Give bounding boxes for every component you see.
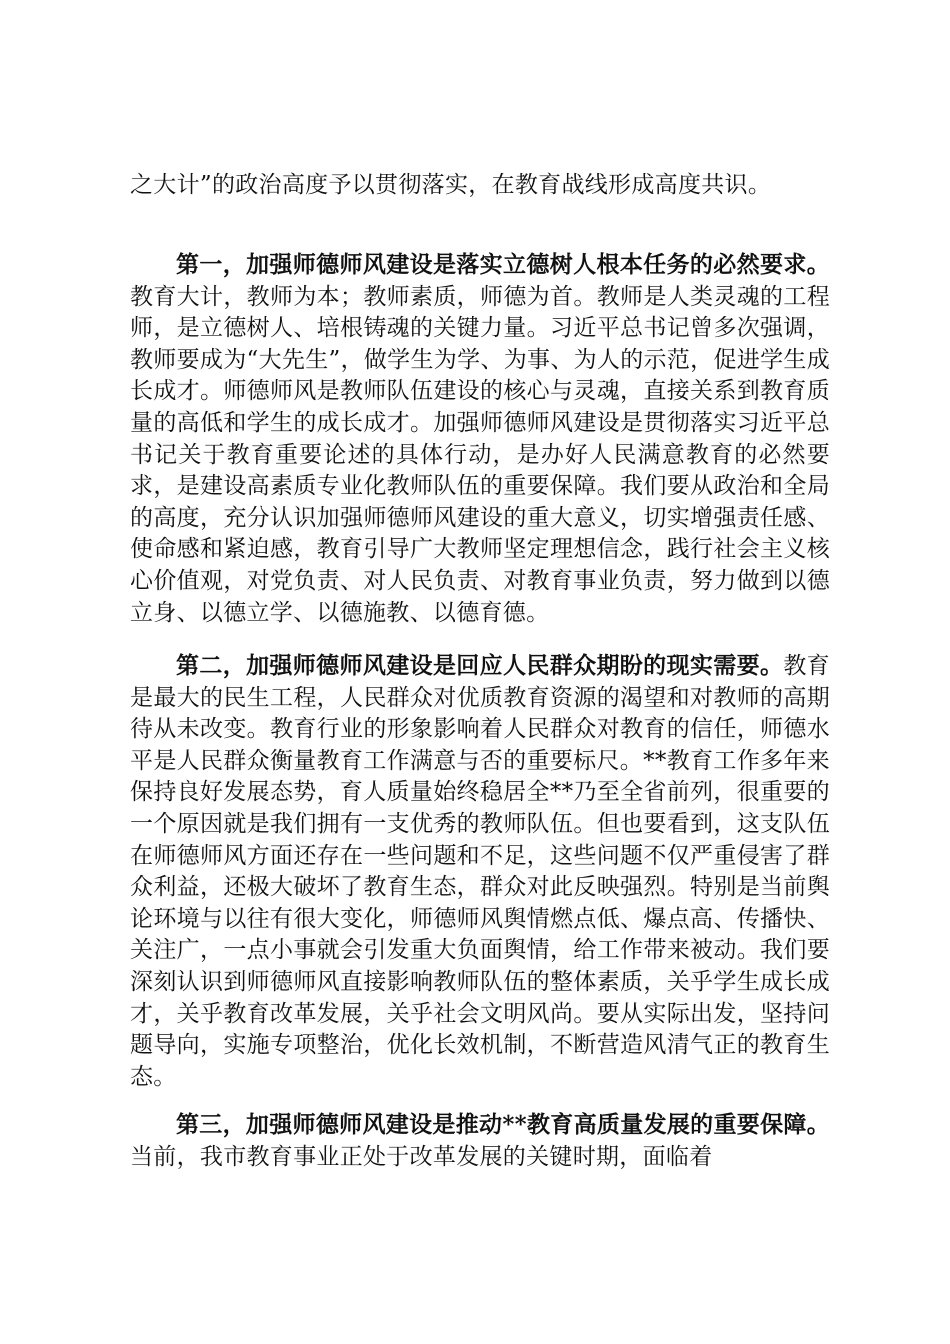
paragraph-third-lead: 第三，加强师德师风建设是推动**教育高质量发展的重要保障。 xyxy=(176,1111,830,1138)
paragraph-second xyxy=(130,650,830,1093)
paragraph-third-body: 当前，我市教育事业正处于改革发展的关键时期，面临着 xyxy=(130,1143,713,1170)
paragraph-second-lead: 第二，加强师德师风建设是回应人民群众期盼的现实需要。 xyxy=(176,652,784,679)
paragraph-first-lead: 第一，加强师德师风建设是落实立德树人根本任务的必然要求。 xyxy=(176,251,830,278)
paragraph-first xyxy=(130,249,830,629)
paragraph-first-body: 教育大计，教师为本；教师素质，师德为首。教师是人类灵魂的工程师，是立德树人、培根铸魂的关键力量。习近平总书记曾多次强调，教师要成为“大先生”，做学生为学、为事、为人的示范，促进学生成长成才。师德师风是教师队伍建设的核心与灵魂，直接关系到教育质量的高低和学生的成长成才。加强师德师风建设是贯彻落实习近平总书记关于教育重要论述的具体行动，是办好人民满意教育的必然要求，是建设高素质专业化教师队伍的重要保障。我们要从政治和全局的高度，充分认识加强师德师风建设的重大意义，切实增强责任感、使命感和紧迫感，教育引导广大教师坚定理想信念，践行社会主义核心价值观，对党负责、对人民负责、对教育事业负责，努力做到以德立身、以德立学、以德施教、以德育德。 xyxy=(130,283,830,626)
paragraph-second-body: 教育是最大的民生工程，人民群众对优质教育资源的渴望和对教师的高期待从未改变。教育行业的形象影响着人民群众对教育的信任，师德水平是人民群众衡量教育工作满意与否的重要标尺。**教育工作多年来保持良好发展态势，育人质量始终稳居全**乃至全省前列，很重要的一个原因就是我们拥有一支优秀的教师队伍。但也要看到，这支队伍在师德师风方面还存在一些问题和不足，这些问题不仅严重侵害了群众利益，还极大破坏了教育生态，群众对此反映强烈。特别是当前舆论环境与以往有很大变化，师德师风舆情燃点低、爆点高、传播快、关注广，一点小事就会引发重大负面舆情，给工作带来被动。我们要深刻认识到师德师风直接影响教师队伍的整体素质，关乎学生成长成才，关乎教育改革发展，关乎社会文明风尚。要从实际出发，坚持问题导向，实施专项整治，优化长效机制，不断营造风清气正的教育生态。 xyxy=(130,653,830,1090)
continuation-text: 之大计”的政治高度予以贯彻落实，在教育战线形成高度共识。 xyxy=(130,172,772,198)
paragraph-third xyxy=(130,1109,830,1173)
continuation-paragraph xyxy=(130,170,830,202)
